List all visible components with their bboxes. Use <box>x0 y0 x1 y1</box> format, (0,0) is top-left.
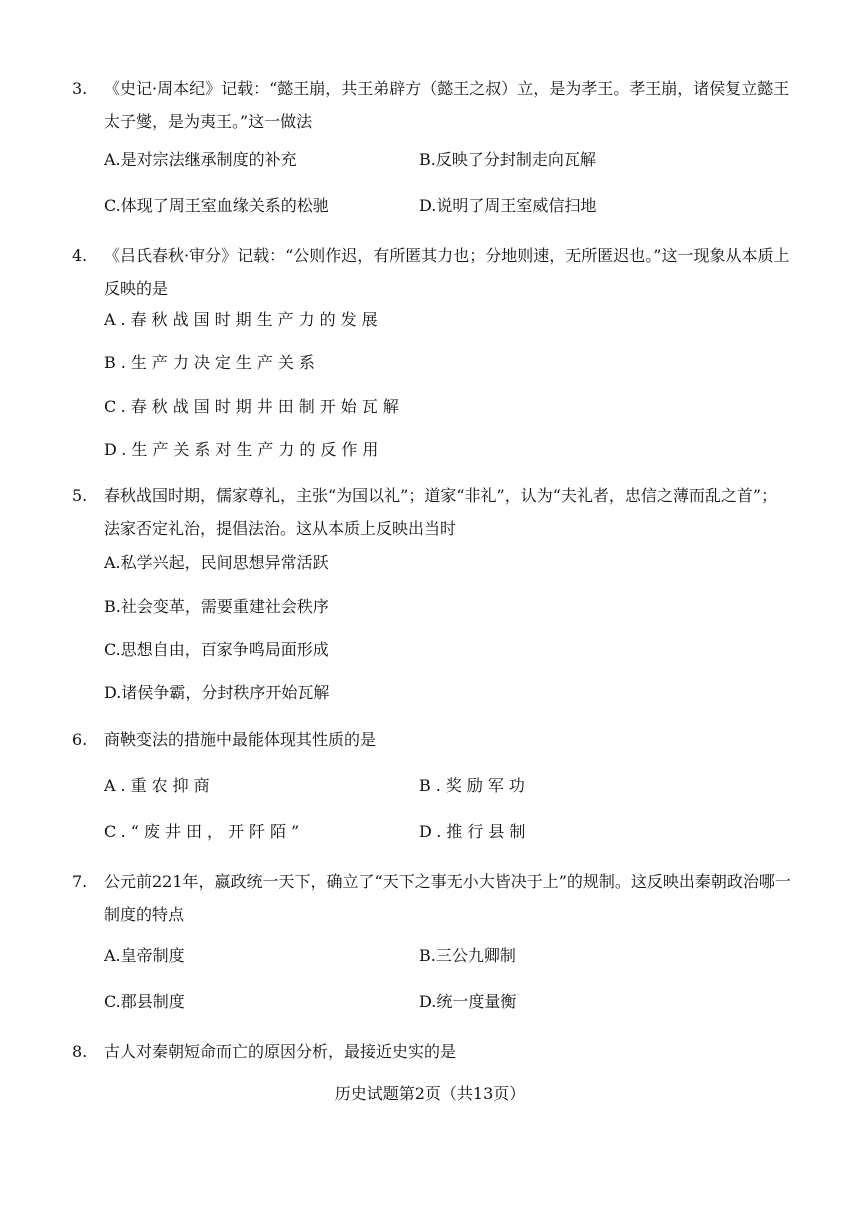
question-number: 5. <box>72 486 88 505</box>
question-7 <box>72 865 792 931</box>
question-stem: 公元前221年，嬴政统一天下，确立了“天下之事无小大皆决于上”的规制。这反映出秦朝政治哪一制度的特点 <box>104 872 791 924</box>
question-stem: 《吕氏春秋·审分》记载：“公则作迟，有所匿其力也；分地则速，无所匿迟也。”这一现象从本质上反映的是 <box>104 246 790 298</box>
option-a: A.皇帝制度 <box>104 946 185 965</box>
question-8 <box>72 1035 792 1068</box>
question-number: 7. <box>72 872 88 891</box>
option-d: D.诸侯争霸，分封秩序开始瓦解 <box>104 683 330 702</box>
question-stem: 春秋战国时期，儒家尊礼，主张“为国以礼”；道家“非礼”，认为“夫礼者，忠信之薄而乱之首”；法家否定礼治，提倡法治。这从本质上反映出当时 <box>104 486 778 538</box>
option-d: D.说明了周王室威信扫地 <box>419 196 597 215</box>
question-number: 8. <box>72 1042 88 1061</box>
option-c: C.郡县制度 <box>104 992 185 1011</box>
option-c: C.春秋战国时期井田制开始瓦解 <box>104 397 404 416</box>
option-a: A.私学兴起，民间思想异常活跃 <box>104 553 329 572</box>
question-number: 4. <box>72 246 88 265</box>
option-c: C.“废井田，开阡陌” <box>104 822 305 841</box>
question-number: 3. <box>72 79 88 98</box>
question-3 <box>72 72 792 138</box>
option-c: C.思想自由，百家争鸣局面形成 <box>104 640 329 659</box>
option-b: B.生产力决定生产关系 <box>104 353 320 372</box>
question-stem: 古人对秦朝短命而亡的原因分析，最接近史实的是 <box>104 1042 457 1061</box>
option-d: D.统一度量衡 <box>419 992 517 1011</box>
question-5 <box>72 479 792 545</box>
option-b: B.反映了分封制走向瓦解 <box>419 150 596 169</box>
option-c: C.体现了周王室血缘关系的松驰 <box>104 196 329 215</box>
question-stem: 《史记·周本纪》记载：“懿王崩，共王弟辟方（懿王之叔）立，是为孝王。孝王崩，诸侯复立懿王太子燮，是为夷王。”这一做法 <box>104 79 790 131</box>
option-b: B.三公九卿制 <box>419 946 516 965</box>
option-d: D.生产关系对生产力的反作用 <box>104 440 384 459</box>
question-6 <box>72 723 792 756</box>
option-b: B.奖励军功 <box>419 776 530 795</box>
option-a: A.是对宗法继承制度的补充 <box>104 150 297 169</box>
page-footer: 历史试题第2页（共13页） <box>334 1084 526 1103</box>
question-4 <box>72 239 792 305</box>
question-stem: 商鞅变法的措施中最能体现其性质的是 <box>104 730 377 749</box>
option-a: A.春秋战国时期生产力的发展 <box>104 310 383 329</box>
option-b: B.社会变革，需要重建社会秩序 <box>104 597 329 616</box>
question-number: 6. <box>72 730 88 749</box>
option-d: D.推行县制 <box>419 822 531 841</box>
option-a: A.重农抑商 <box>104 776 215 795</box>
